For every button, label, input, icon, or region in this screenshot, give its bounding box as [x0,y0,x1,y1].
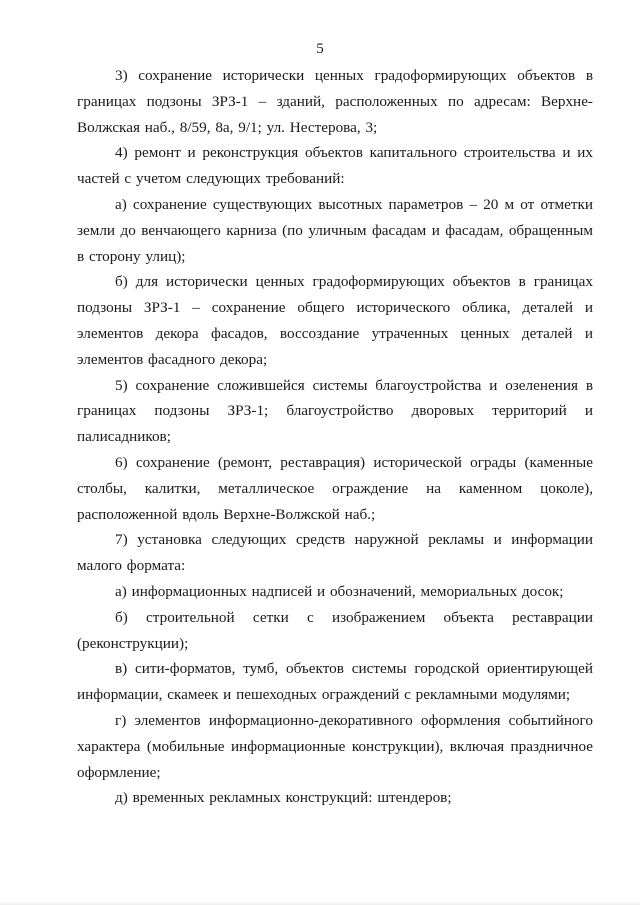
document-body [77,63,593,811]
paragraph-subitem-4a: а) сохранение существующих высотных параметров – 20 м от отметки земли до венчающего карниза (по уличным фасадам и фасадам, обращенным в сторону улиц); [77,195,593,265]
paragraph-item-3: 3) сохранение исторически ценных градоформирующих объектов в границах подзоны ЗРЗ-1 – зданий, расположенных по адресам: Верхне-Волжская наб., 8/59, 8а, 9/1; ул. Нестерова, 3; [77,67,593,136]
page-number: 5 [316,41,324,57]
paragraph-subitem-7c: в) сити-форматов, тумб, объектов системы городской ориентирующей информации, скамеек и пешеходных ограждений с рекламными модулями; [77,660,593,704]
page-bottom-edge [0,901,640,905]
paragraph-item-6: 6) сохранение (ремонт, реставрация) исторической ограды (каменные столбы, калитки, металлическое ограждение на каменном цоколе), расположенной вдоль Верхне-Волжской наб.; [77,453,593,523]
paragraph-subitem-7b: б) строительной сетки с изображением объекта реставрации (реконструкции); [77,608,593,652]
paragraph-item-7: 7) установка следующих средств наружной рекламы и информации малого формата: [77,531,593,575]
paragraph-item-5: 5) сохранение сложившейся системы благоустройства и озеленения в границах подзоны ЗРЗ-1; благоустройство дворовых территорий и палисадников; [77,376,593,446]
paragraph-subitem-7e: д) временных рекламных конструкций: штендеров; [115,789,452,807]
paragraph-subitem-7d: г) элементов информационно-декоративного оформления событийного характера (мобильные информационные конструкции), включая праздничное оформление; [77,711,593,781]
paragraph-item-4: 4) ремонт и реконструкция объектов капитального строительства и их частей с учетом следующих требований: [77,144,593,188]
paragraph-subitem-4b: б) для исторически ценных градоформирующих объектов в границах подзоны ЗРЗ-1 – сохранение общего исторического облика, деталей и элементов декора фасадов, воссоздание утраченных ценных деталей и элементов фасадного декора; [77,273,593,368]
paragraph-subitem-7a: а) информационных надписей и обозначений, мемориальных досок; [115,582,564,600]
